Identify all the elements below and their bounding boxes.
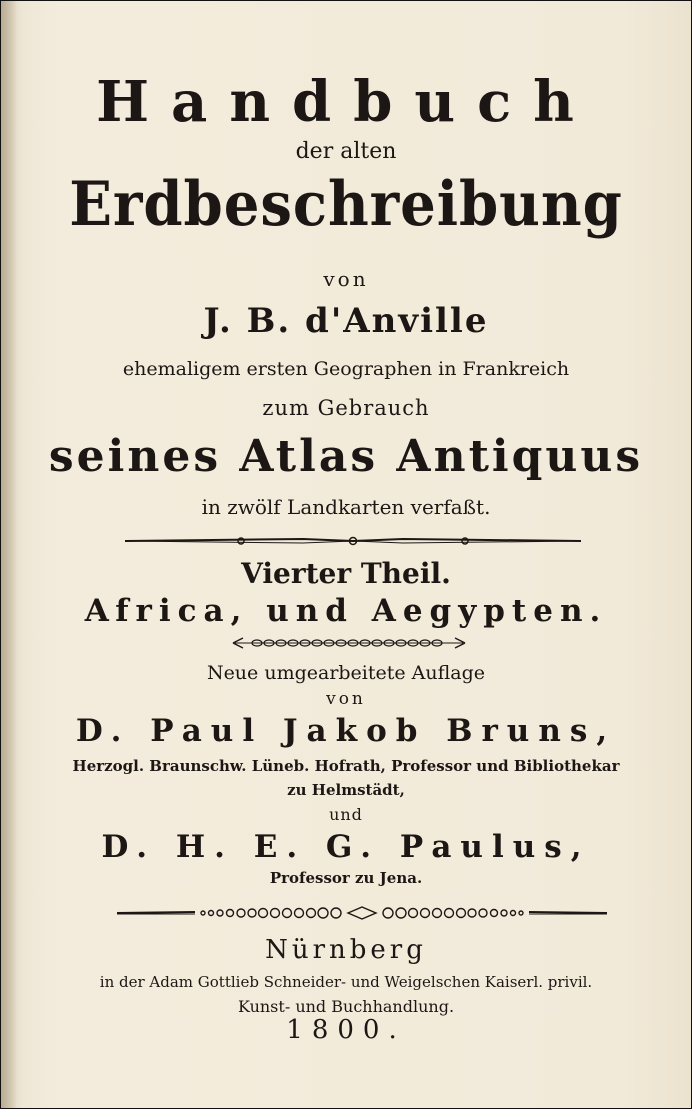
imprint-publisher-2: Kunst- und Buchhandlung. [237,997,455,1016]
edition-note: Neue umgearbeitete Auflage [206,662,486,684]
title-der-alten: der alten [295,139,397,164]
edition-von: von [326,689,366,709]
title-erdbeschreibung: Erdbeschreibung [69,169,623,240]
atlas-antiquus: seines Atlas Antiquus [48,431,644,482]
editor-paulus: D. H. E. G. Paulus, [101,829,591,865]
imprint-publisher-1: in der Adam Gottlieb Schneider- und Weigelschen Kaiserl. privil. [99,973,593,991]
author-description: ehemaligem ersten Geographen in Frankreich [122,358,570,380]
ornamental-rule-1 [123,533,583,549]
editor-bruns-description-2: zu Helmstädt, [287,781,405,799]
part-subject: Africa, und Aegypten. [84,593,608,629]
ornamental-rule-3 [115,903,609,923]
edition-und: und [329,805,363,824]
imprint-year: 1800. [286,1015,406,1045]
ornamental-rule-2 [229,635,469,651]
zum-gebrauch: zum Gebrauch [262,396,430,420]
title-handbuch: Handbuch [96,69,596,135]
editor-bruns: D. Paul Jakob Bruns, [75,713,617,749]
editor-bruns-description-1: Herzogl. Braunschw. Lüneb. Hofrath, Professor und Bibliothekar [72,757,620,775]
part-theil: Vierter Theil. [241,557,451,590]
author-name: J. B. d'Anville [203,301,489,341]
editor-paulus-description: Professor zu Jena. [269,869,423,887]
imprint-city: Nürnberg [265,935,427,965]
landkarten-line: in zwölf Landkarten verfaßt. [201,495,491,519]
title-von: von [323,267,369,291]
